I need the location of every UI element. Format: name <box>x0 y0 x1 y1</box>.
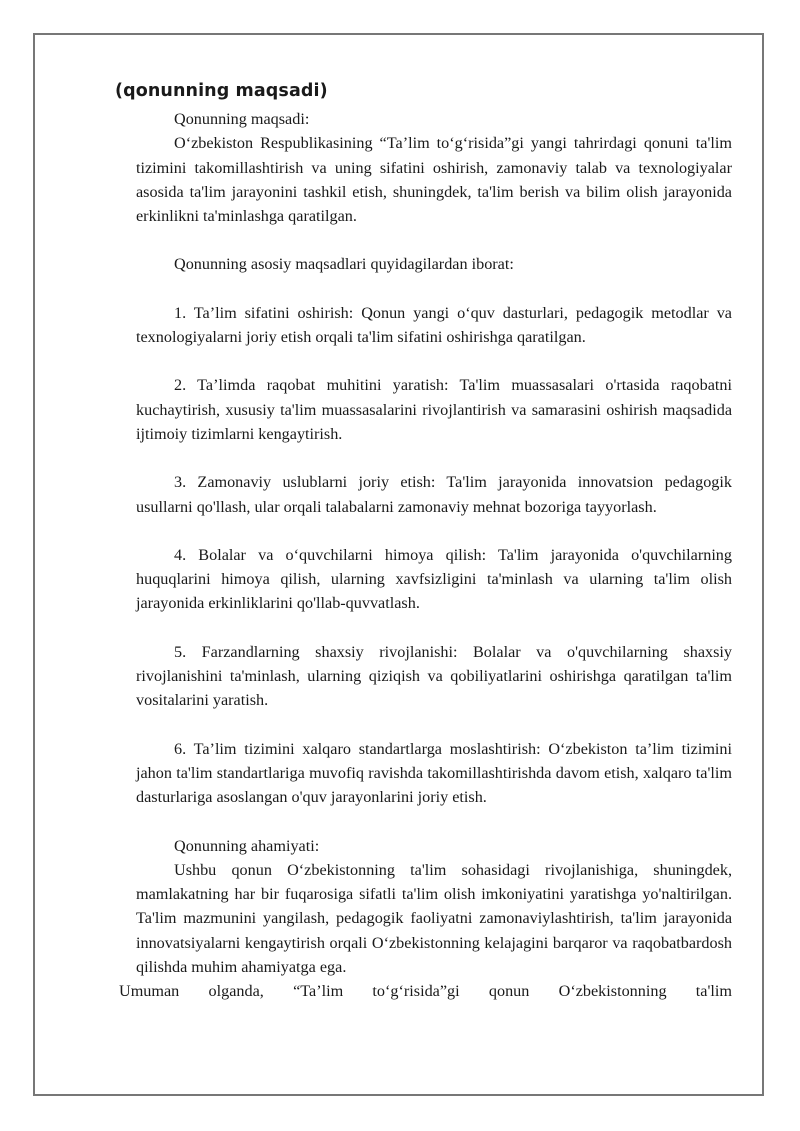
paragraph-conclusion: Umuman olganda, “Ta’lim to‘g‘risida”gi qonun O‘zbekistonning ta'lim <box>119 982 732 1001</box>
list-item-goal-3: 3. Zamonaviy uslublarni joriy etish: Ta'lim jarayonida innovatsion pedagogik usullarni qo'llash, ular orqali talabalarni zamonaviy mehnat bozoriga tayyorlash. <box>136 473 732 516</box>
list-item-goal-5: 5. Farzandlarning shaxsiy rivojlanishi: Bolalar va o'quvchilarning shaxsiy rivojlanishini ta'minlash, ularning qiziqish va qobiliyatlarini oshirishga qaratilgan ta'lim vositalarini yaratish. <box>136 642 732 710</box>
paragraph-intro: O‘zbekiston Respublikasining “Ta’lim to‘g‘risida”gi yangi tahrirdagi qonuni ta'lim tizimini takomillashtirish va uning sifatini oshirish, zamonaviy talab va texnologiyalar asosida ta'lim jarayonini tashkil etish, shuningdek, ta'lim berish va bilim olish jarayonida erkinlikni ta'minlashga qaratilgan. <box>136 134 732 226</box>
document-body <box>119 107 732 1004</box>
page-frame <box>33 33 764 1096</box>
section-heading: (qonunning maqsadi) <box>115 81 328 101</box>
paragraph-goals-label: Qonunning asosiy maqsadlari quyidagilardan iborat: <box>174 255 514 274</box>
paragraph-purpose-label: Qonunning maqsadi: <box>174 110 310 128</box>
list-item-goal-2: 2. Ta’limda raqobat muhitini yaratish: Ta'lim muassasalari o'rtasida raqobatni kuchaytirish, xususiy ta'lim muassasalarini rivojlantirish va samarasini oshirish maqsadida ijtimoiy tizimlarni kengaytirish. <box>136 376 732 443</box>
list-item-goal-1: 1. Ta’lim sifatini oshirish: Qonun yangi o‘quv dasturlari, pedagogik metodlar va texnologiyalarni joriy etish orqali ta'lim sifatini oshirishga qaratilgan. <box>136 303 732 347</box>
list-item-goal-6: 6. Ta’lim tizimini xalqaro standartlarga moslashtirish: O‘zbekiston ta’lim tizimini jahon ta'lim standartlariga muvofiq ravishda takomillashtirishda davom etish, xalqaro ta'lim dasturlariga asoslangan o'quv jarayonlarini joriy etish. <box>136 739 732 807</box>
paragraph-importance-label: Qonunning ahamiyati: <box>174 836 320 855</box>
paragraph-importance: Ushbu qonun O‘zbekistonning ta'lim sohasidagi rivojlanishiga, shuningdek, mamlakatning har bir fuqarosiga sifatli ta'lim olish imkoniyatini yaratishga yo'naltirilgan. Ta'lim mazmunini yangilash, pedagogik faoliyatni zamonaviylashtirish, ta'lim jarayonida innovatsiyalarni kengaytirish orqali O‘zbekistonning kelajagini barqaror va raqobatbardosh qilishda muhim ahamiyatga ega. <box>136 860 732 977</box>
list-item-goal-4: 4. Bolalar va o‘quvchilarni himoya qilish: Ta'lim jarayonida o'quvchilarning huquqlarini himoya qilish, ularning xavfsizligini ta'minlash va ularning ta'lim olish jarayonida erkinliklarini qo'llab-quvvatlash. <box>136 545 732 613</box>
